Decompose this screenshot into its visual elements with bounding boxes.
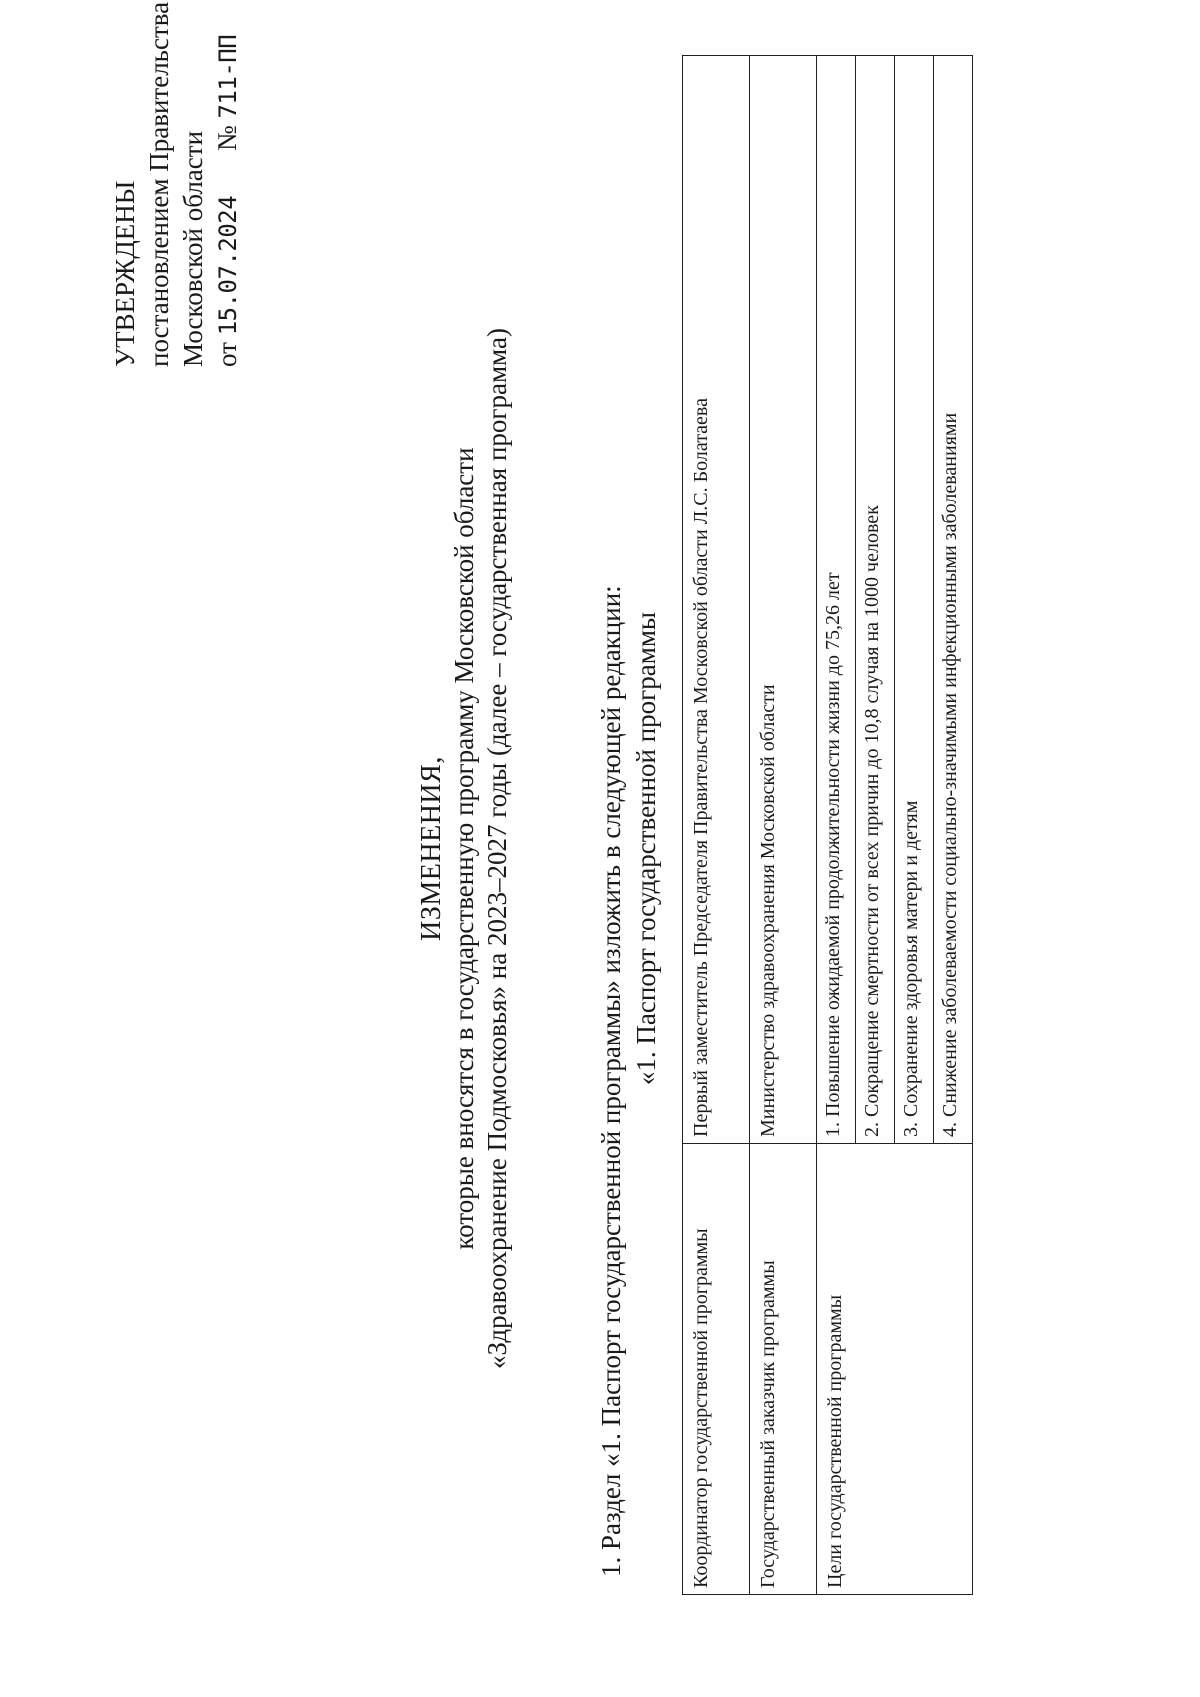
approval-date-line: [210, 7, 245, 367]
coordinator-label: Координатор государственной программы: [683, 1144, 750, 1595]
title-main: ИЗМЕНЕНИЯ,: [416, 756, 447, 941]
section-instruction: 1. Раздел «1. Паспорт государственной программы» изложить в следующей редакции:: [596, 585, 626, 1577]
goal-item: 2. Сокращение смертности от всех причин до 10,8 случая на 1000 человек: [856, 56, 895, 1144]
date-prefix: от: [212, 342, 242, 367]
section-subtitle: «1. Паспорт государственной программы: [631, 611, 661, 1086]
goals-label: Цели государственной программы: [817, 1144, 973, 1595]
table-row: [750, 56, 817, 1595]
approval-number: 711-ПП: [214, 34, 242, 119]
table-row: [817, 56, 856, 1595]
customer-value: Министерство здравоохранения Московской области: [750, 56, 817, 1144]
document-title: [415, 0, 514, 1697]
customer-label: Государственный заказчик программы: [750, 1144, 817, 1595]
approval-line-1: постановлением Правительства: [144, 1, 174, 367]
table-row: [683, 56, 750, 1595]
coordinator-value: Первый заместитель Председателя Правительства Московской области Л.С. Болатаева: [683, 56, 750, 1144]
goal-item: 1. Повышение ожидаемой продолжительности жизни до 75,26 лет: [817, 56, 856, 1144]
approval-date: 15.07.2024: [214, 195, 242, 336]
approval-heading: УТВЕРЖДЕНЫ: [110, 180, 140, 367]
goal-item: 4. Снижение заболеваемости социально-значимыми инфекционными заболеваниями: [934, 56, 973, 1144]
goal-item: 3. Сохранение здоровья матери и детям: [895, 56, 934, 1144]
title-line-1: которые вносятся в государственную программу Московской области: [449, 447, 479, 1250]
number-prefix: №: [212, 125, 242, 152]
approval-stamp: [108, 1, 245, 367]
approval-line-2: Московской области: [178, 130, 208, 367]
passport-table: [682, 55, 973, 1595]
title-line-2: «Здравоохранение Подмосковья» на 2023–2027 годы (далее – государственная программа): [482, 328, 512, 1369]
